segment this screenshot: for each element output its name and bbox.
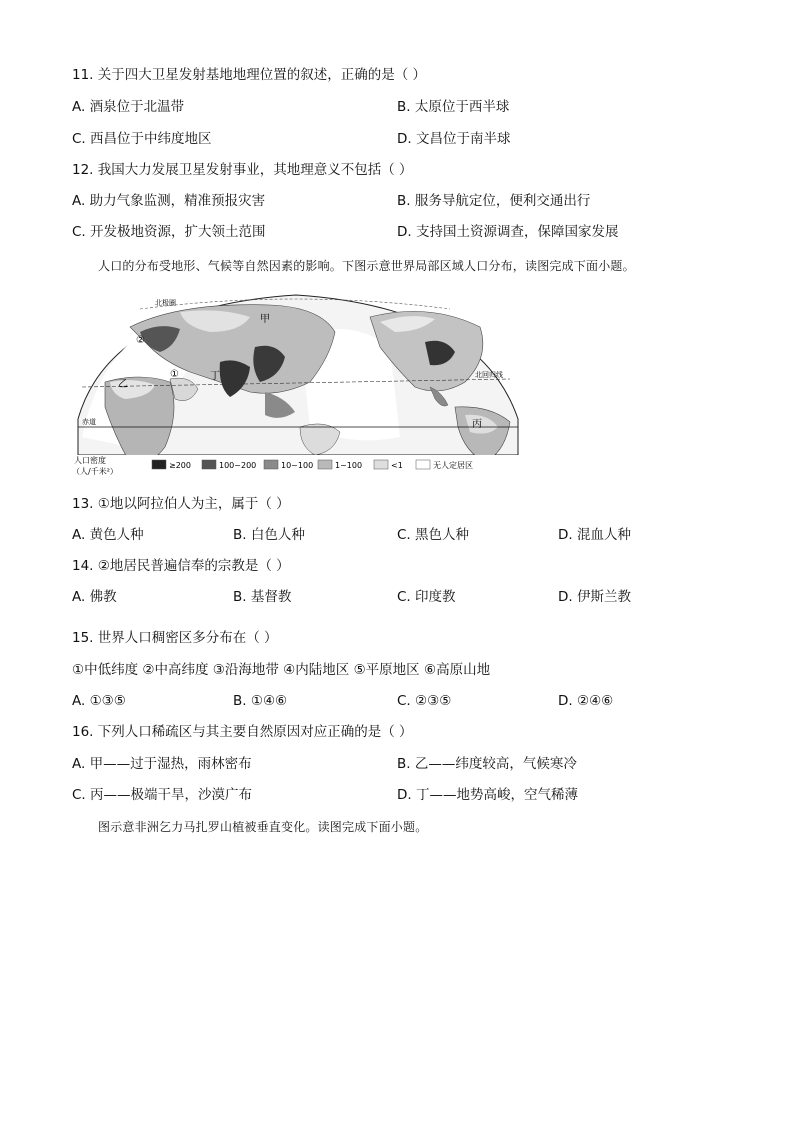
q14-option-d: D. 伊斯兰教 [558, 589, 631, 605]
label-bing: 丙 [472, 419, 482, 430]
q15-option-c: C. ②③⑤ [397, 693, 452, 709]
map-intro: 人口的分布受地形、气候等自然因素的影响。下图示意世界局部区域人口分布，读图完成下面小题。 [98, 259, 635, 273]
q11-option-a: A. 酒泉位于北温带 [72, 99, 185, 115]
legend-swatch [152, 460, 166, 469]
legend-label: ≥200 [169, 461, 191, 470]
q11-option-b: B. 太原位于西半球 [397, 99, 510, 115]
q12-stem: 12. 我国大力发展卫星发射事业，其地理意义不包括（ ） [72, 162, 413, 178]
q13-option-b: B. 白色人种 [233, 527, 305, 543]
q16-option-b: B. 乙——纬度较高，气候寒冷 [397, 756, 577, 772]
legend-swatch [416, 460, 430, 469]
population-map-svg [70, 287, 523, 477]
q13-option-a: A. 黄色人种 [72, 527, 144, 543]
q16-stem: 16. 下列人口稀疏区与其主要自然原因对应正确的是（ ） [72, 724, 413, 740]
q11-stem: 11. 关于四大卫星发射基地地理位置的叙述，正确的是（ ） [72, 67, 427, 83]
legend-label: 10~100 [281, 461, 314, 470]
legend-swatch [264, 460, 278, 469]
equator-label: 赤道 [82, 418, 96, 426]
q12-option-c: C. 开发极地资源，扩大领土范围 [72, 224, 266, 240]
q11-option-d: D. 文昌位于南半球 [397, 131, 511, 147]
q13-option-c: C. 黑色人种 [397, 527, 470, 543]
q13-option-d: D. 混血人种 [558, 527, 631, 543]
q11-option-c: C. 西昌位于中纬度地区 [72, 131, 212, 147]
legend-title-1: 人口密度 [74, 456, 106, 465]
q12-option-a: A. 助力气象监测，精准预报灾害 [72, 193, 266, 209]
q15-stem: 15. 世界人口稠密区多分布在（ ） [72, 630, 278, 646]
q13-stem: 13. ①地以阿拉伯人为主，属于（ ） [72, 496, 290, 512]
label-yi: 乙 [118, 379, 128, 390]
label-jia: 甲 [260, 314, 270, 325]
tropic-label: 北回归线 [475, 371, 503, 379]
legend-title-2: （人/千米²） [72, 467, 118, 476]
legend-label: <1 [391, 461, 403, 470]
legend-label: 100~200 [219, 461, 257, 470]
arctic-circle-label: 北极圈 [155, 299, 176, 307]
q12-option-b: B. 服务导航定位，便利交通出行 [397, 193, 591, 209]
q14-stem: 14. ②地居民普遍信奉的宗教是（ ） [72, 558, 290, 574]
q16-option-c: C. 丙——极端干旱，沙漠广布 [72, 787, 253, 803]
q16-option-d: D. 丁——地势高峻，空气稀薄 [397, 787, 578, 803]
population-map [70, 287, 523, 477]
label-mark2: ② [136, 335, 145, 346]
q14-option-c: C. 印度教 [397, 589, 456, 605]
legend-swatch [202, 460, 216, 469]
q16-option-a: A. 甲——过于湿热，雨林密布 [72, 756, 252, 772]
legend-label: 无人定居区 [433, 461, 473, 470]
q14-option-a: A. 佛教 [72, 589, 117, 605]
q15-option-a: A. ①③⑤ [72, 693, 126, 709]
legend-label: 1~100 [335, 461, 363, 470]
q14-option-b: B. 基督教 [233, 589, 292, 605]
legend-swatch [374, 460, 388, 469]
q15-option-d: D. ②④⑥ [558, 693, 614, 709]
legend-swatch [318, 460, 332, 469]
label-ding: 丁 [210, 371, 220, 382]
q15-option-b: B. ①④⑥ [233, 693, 288, 709]
label-mark1: ① [170, 369, 179, 380]
next-figure-intro: 图示意非洲乞力马扎罗山植被垂直变化。读图完成下面小题。 [98, 820, 428, 834]
q12-option-d: D. 支持国土资源调查，保障国家发展 [397, 224, 619, 240]
q15-items: ①中低纬度 ②中高纬度 ③沿海地带 ④内陆地区 ⑤平原地区 ⑥高原山地 [72, 662, 491, 678]
